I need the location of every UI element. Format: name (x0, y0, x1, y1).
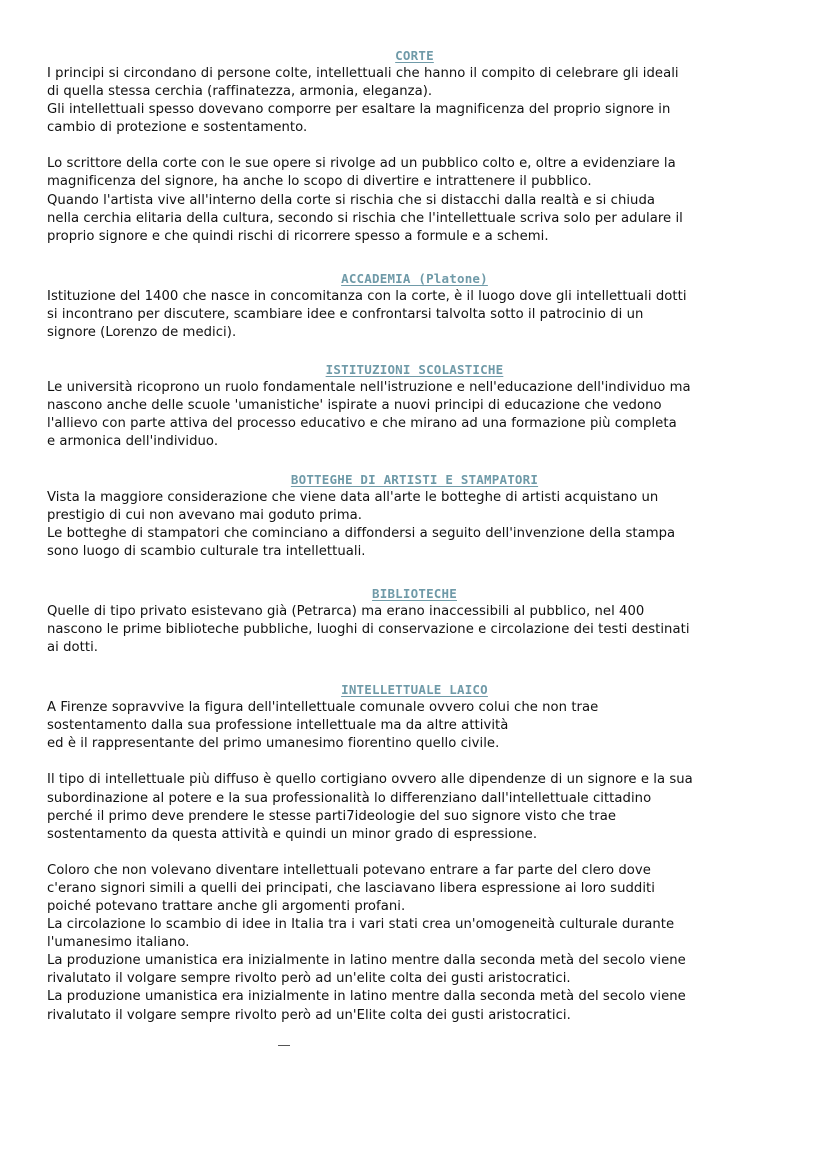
text-line: l'allievo con parte attiva del processo educativo e che mirano ad una formazione più completa (47, 416, 677, 432)
paragraph (47, 603, 782, 657)
section-heading: ISTITUZIONI SCOLASTICHE (325, 362, 504, 378)
text-line: ed è il rappresentante del primo umanesimo fiorentino quello civile. (47, 736, 500, 752)
text-line: sostentamento dalla sua professione intellettuale ma da altre attività (47, 718, 509, 734)
text-line: subordinazione al potere e la sua professionalità lo differenziano dall'intellettuale cittadino (47, 790, 652, 806)
text-line: si incontrano per discutere, scambiare idee e confrontarsi talvolta sotto il patrocinio di un (47, 306, 644, 322)
text-line: Quelle di tipo privato esistevano già (Petrarca) ma erano inaccessibili al pubblico, nel 400 (47, 603, 645, 619)
text-line: Lo scrittore della corte con le sue opere si rivolge ad un pubblico colto e, oltre a evidenziare la (47, 156, 676, 172)
section-heading: CORTE (395, 48, 434, 63)
text-line: l'umanesimo italiano. (47, 935, 190, 951)
text-line: Il tipo di intellettuale più diffuso è quello cortigiano ovvero alle dipendenze di un signore e la sua (47, 772, 693, 788)
paragraph (47, 65, 782, 137)
text-line: La circolazione lo scambio di idee in Italia tra i vari stati crea un'omogeneità culturale durante (47, 917, 675, 933)
text-line: poiché potevano trattare anche gli argomenti profani. (47, 899, 406, 914)
text-line: Coloro che non volevano diventare intellettuali potevano entrare a far parte del clero dove (47, 862, 651, 878)
text-line: La produzione umanistica era inizialmente in latino mentre dalla seconda metà del secolo viene (47, 989, 686, 1005)
text-line: rivalutato il volgare sempre rivolto però ad un'Elite colta dei gusti aristocratici. (47, 1007, 571, 1023)
text-line: perché il primo deve prendere le stesse parti7ideologie del suo signore visto che trae (47, 808, 617, 824)
text-line: sostentamento da questa attività e quindi un minor grado di espressione. (47, 826, 538, 842)
text-line: cambio di protezione e sostentamento. (47, 120, 308, 136)
section-istituzioni-scolastiche (47, 361, 782, 451)
section-heading: BIBLIOTECHE (372, 585, 457, 601)
notes-page (47, 47, 782, 1025)
text-line: Le università ricoprono un ruolo fondamentale nell'istruzione e nell'educazione dell'individuo ma (47, 380, 691, 396)
section-heading: ACCADEMIA (Platone) (341, 270, 488, 286)
text-line: Istituzione del 1400 che nasce in concomitanza con la corte, è il luogo dove gli intellettuali dotti (47, 288, 687, 304)
section-botteghe (47, 471, 782, 561)
text-line: Quando l'artista vive all'interno della corte si rischia che si distacchi dalla realtà e si chiuda (47, 192, 656, 208)
section-biblioteche (47, 585, 782, 657)
section-heading: INTELLETTUALE LAICO (341, 682, 488, 698)
text-line: nascono le prime biblioteche pubbliche, luoghi di conservazione e circolazione dei testi destinati (47, 621, 690, 637)
paragraph (47, 862, 782, 1025)
text-line: Le botteghe di stampatori che cominciano a diffondersi a seguito dell'invenzione della stampa (47, 525, 676, 541)
paragraph (47, 489, 782, 561)
text-line: prestigio di cui non avevano mai goduto prima. (47, 507, 363, 523)
section-accademia (47, 270, 782, 342)
text-line: c'erano signori simili a quelli dei principati, che lasciavano libera espressione ai loro sudditi (47, 880, 655, 896)
paragraph (47, 771, 782, 843)
text-line: La produzione umanistica era inizialmente in latino mentre dalla seconda metà del secolo viene (47, 953, 686, 969)
section-corte (47, 47, 782, 246)
text-line: nella cerchia elitaria della cultura, secondo si rischia che l'intellettuale scriva solo per adulare il (47, 210, 683, 226)
text-line: sono luogo di scambio culturale tra intellettuali. (47, 543, 366, 559)
text-line: rivalutato il volgare sempre rivolto però ad un'elite colta dei gusti aristocratici. (47, 971, 571, 987)
paragraph (47, 379, 782, 451)
paragraph (47, 155, 782, 245)
section-heading: BOTTEGHE DI ARTISTI E STAMPATORI (290, 471, 539, 487)
text-line: magnificenza del signore, ha anche lo scopo di divertire e intrattenere il pubblico. (47, 174, 592, 190)
text-line: proprio signore e che quindi rischi di ricorrere spesso a formule e a schemi. (47, 228, 549, 244)
text-line: e armonica dell'individuo. (47, 434, 219, 450)
paragraph (47, 699, 782, 753)
text-line: Gli intellettuali spesso dovevano comporre per esaltare la magnificenza del proprio signore in (47, 102, 671, 118)
stray-dash-mark (278, 1045, 290, 1046)
text-line: di quella stessa cerchia (raffinatezza, armonia, eleganza). (47, 84, 433, 100)
section-intellettuale-laico (47, 681, 782, 1025)
text-line: A Firenze sopravvive la figura dell'intellettuale comunale ovvero colui che non trae (47, 700, 599, 716)
text-line: nascono anche delle scuole 'umanistiche' ispirate a nuovi principi di educazione che vedono (47, 398, 662, 414)
text-line: I principi si circondano di persone colte, intellettuali che hanno il compito di celebrare gli ideali (47, 66, 679, 81)
text-line: Vista la maggiore considerazione che viene data all'arte le botteghe di artisti acquistano un (47, 489, 659, 505)
paragraph (47, 288, 782, 342)
text-line: ai dotti. (47, 640, 99, 656)
text-line: signore (Lorenzo de medici). (47, 325, 237, 341)
